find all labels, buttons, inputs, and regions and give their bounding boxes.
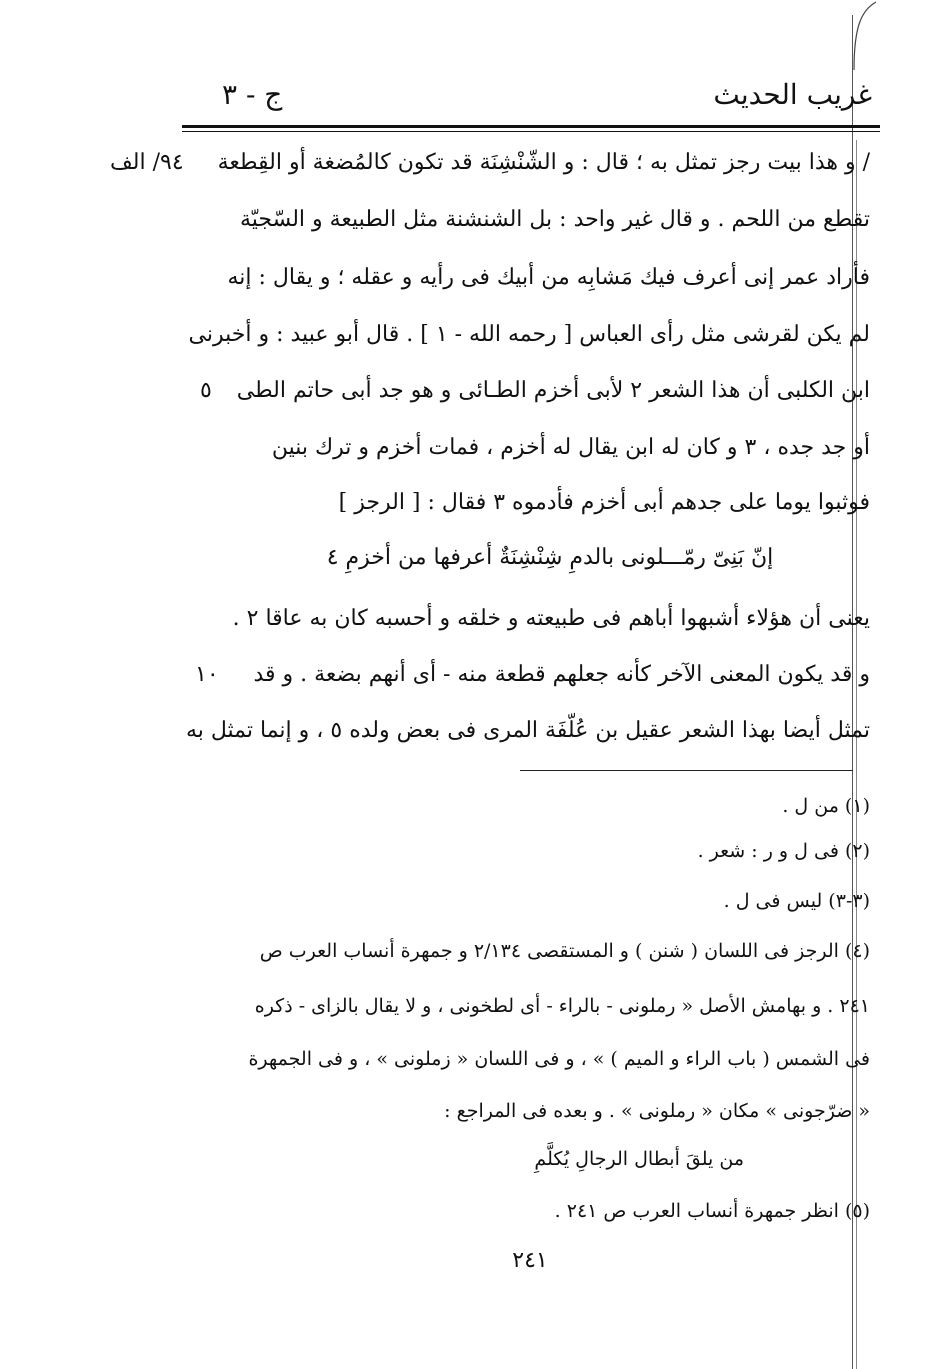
body-line: و قد يكون المعنى الآخر كأنه جعلهم قطعة منه - أى أنهم بضعة . و قد <box>253 662 870 687</box>
line-number: ١٠ <box>195 662 219 687</box>
body-line: فأراد عمر إنى أعرف فيك مَشابِه من أبيك فى رأيه و عقله ؛ و يقال : إنه <box>227 265 870 290</box>
binding-curve <box>848 0 878 70</box>
footnote-verse: من يلقَ أبطال الرجالِ يُكلَّمِ <box>534 1148 744 1170</box>
body-line: فوثبوا يوما على جدهم أبى أخزم فأدموه ٣ فقال : [ الرجز ] <box>338 490 870 515</box>
footnote: (٤) الرجز فى اللسان ( شنن ) و المستقصى ٢/١٣٤ و جمهرة أنساب العرب ص <box>259 940 870 962</box>
manuscript-folio-reference: ٩٤/ الف <box>110 150 184 175</box>
body-line: ابن الكلبى أن هذا الشعر ٢ لأبى أخزم الطـائى و هو جد أبى حاتم الطى <box>236 378 870 403</box>
body-line: يعنى أن هؤلاء أشبهوا أباهم فى طبيعته و خلقه و أحسبه كان به عاقا ٢ . <box>232 606 870 631</box>
footnote: فى الشمس ( باب الراء و الميم ) » ، و فى اللسان « زملونى » ، و فى الجمهرة <box>248 1048 870 1070</box>
footnote-separator <box>520 770 853 771</box>
header-rule-thick <box>182 125 880 128</box>
volume-label: ج - ٣ <box>222 78 283 111</box>
page-number: ٢٤١ <box>512 1248 548 1273</box>
footnote: (٥) انظر جمهرة أنساب العرب ص ٢٤١ . <box>554 1200 870 1222</box>
footnote: (٣-٣) ليس فى ل . <box>723 890 870 912</box>
footnote: ٢٤١ . و بهامش الأصل « رملونى - بالراء - أى لطخونى ، و لا يقال بالزاى - ذكره <box>254 995 870 1017</box>
line-number: ٥ <box>200 378 212 403</box>
body-line: أو جد جده ، ٣ و كان له ابن يقال له أخزم ، فمات أخزم و ترك بنين <box>271 435 870 460</box>
footnote: (٢) فى ل و ر : شعر . <box>697 840 870 862</box>
verse-line: إنّ بَنِىّ رمّـــلونى بالدمِ شِنْشِنَةٌ أعرفها من أخزمِ ٤ <box>326 545 774 570</box>
body-line: / و هذا بيت رجز تمثل به ؛ قال : و الشّنْشِنَة قد تكون كالمُضغة أو القِطعة <box>217 150 870 175</box>
header-rule-thin <box>182 131 880 132</box>
body-line: تقطع من اللحم . و قال غير واحد : بل الشنشنة مثل الطبيعة و السّجيّة <box>239 207 870 232</box>
body-line: لم يكن لقرشى مثل رأى العباس [ رحمه الله - ١ ] . قال أبو عبيد : و أخبرنى <box>188 322 870 347</box>
footnote: (١) من ل . <box>782 795 870 817</box>
body-line: تمثل أيضا بهذا الشعر عقيل بن عُلّفَة المرى فى بعض ولده ٥ ، و إنما تمثل به <box>185 718 870 743</box>
footnote: « ضرّجونى » مكان « رملونى » . و بعده فى المراجع : <box>444 1100 870 1122</box>
book-title: غريب الحديث <box>713 78 872 111</box>
running-header <box>0 78 944 118</box>
